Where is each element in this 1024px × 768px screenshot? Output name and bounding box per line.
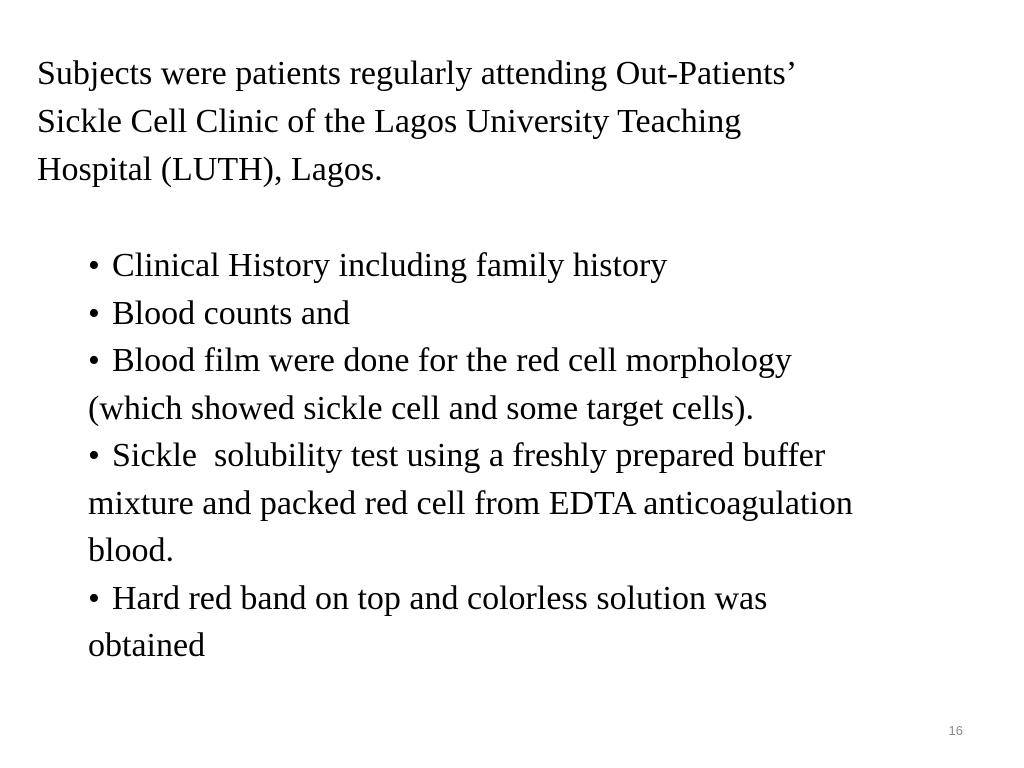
bullet-text-continued: (which showed sickle cell and some target cells).	[88, 389, 754, 427]
bullet-icon: •	[88, 342, 100, 379]
bullet-item-blood-counts	[88, 290, 1003, 338]
intro-paragraph	[37, 50, 997, 194]
bullet-list	[88, 242, 1003, 670]
bullet-text: Hard red band on top and colorless solution was	[112, 579, 768, 617]
bullet-icon: •	[88, 294, 100, 332]
bullet-icon: •	[88, 579, 100, 617]
bullet-text-continued: blood.	[88, 532, 174, 569]
page-number: 16	[948, 723, 963, 738]
intro-line: Hospital (LUTH), Lagos.	[37, 151, 383, 188]
bullet-text: Blood film were done for the red cell morphology	[112, 342, 792, 379]
bullet-item-blood-film	[88, 337, 1003, 432]
bullet-text: Sickle solubility test using a freshly prepared buffer	[112, 437, 826, 474]
bullet-icon: •	[88, 247, 100, 284]
bullet-item-clinical-history	[88, 242, 1003, 290]
bullet-text-continued: mixture and packed red cell from EDTA anticoagulation	[88, 484, 853, 522]
bullet-item-solubility-test	[88, 432, 1003, 575]
bullet-text: Blood counts and	[112, 294, 350, 332]
bullet-text-continued: obtained	[88, 627, 206, 664]
bullet-icon: •	[88, 437, 100, 474]
bullet-item-red-band	[88, 575, 1003, 670]
bullet-text: Clinical History including family history	[112, 247, 668, 284]
intro-line: Subjects were patients regularly attending Out-Patients’	[37, 55, 798, 92]
intro-line: Sickle Cell Clinic of the Lagos University Teaching	[37, 103, 742, 140]
